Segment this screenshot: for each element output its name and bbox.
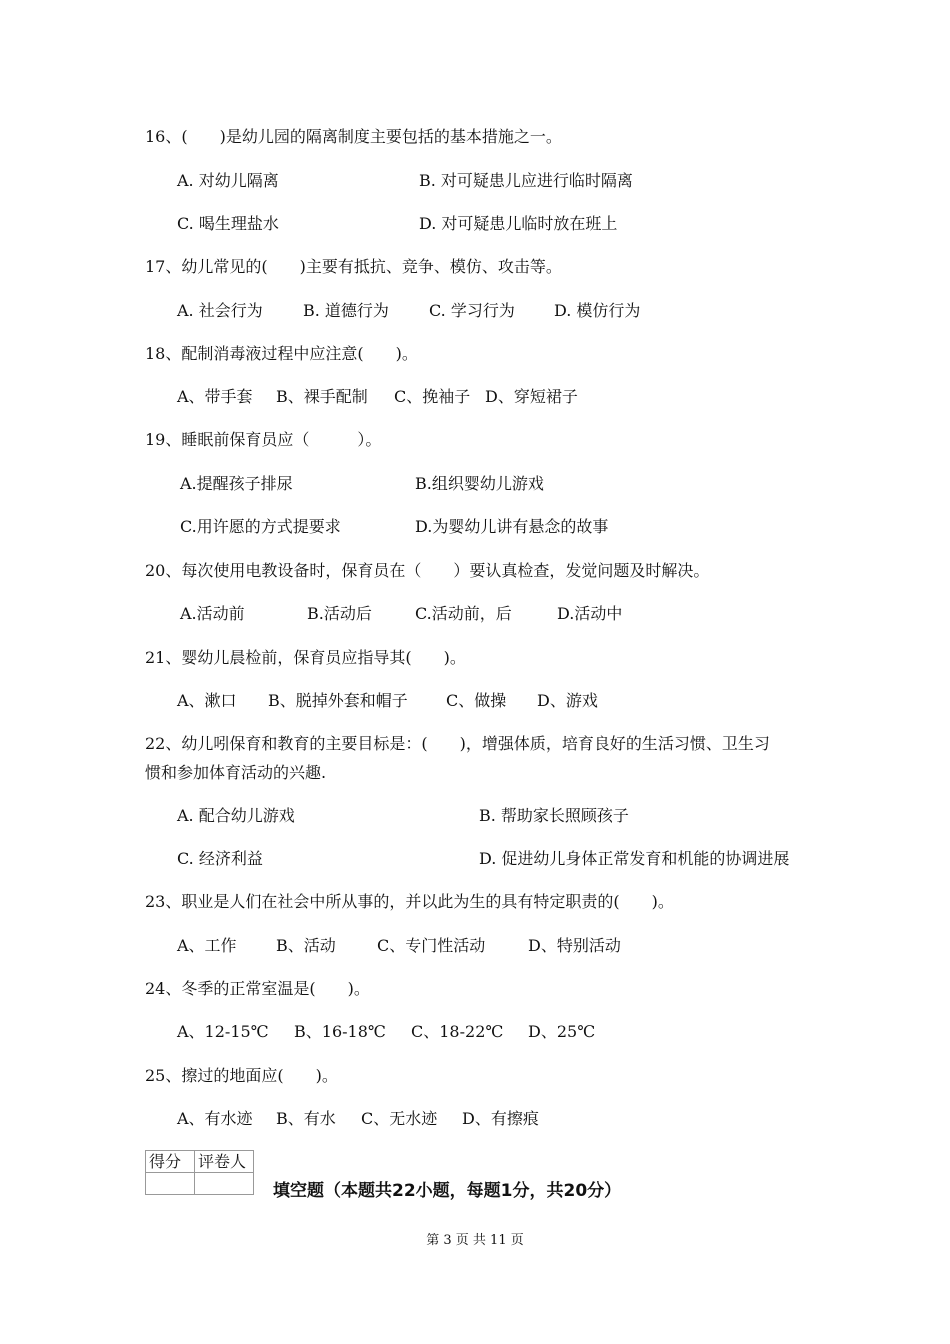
question-18-option-d: D、穿短裙子 — [485, 387, 578, 406]
question-23-stem: 23、职业是人们在社会中所从事的，并以此为生的具有特定职责的( )。 — [145, 892, 674, 911]
question-19-stem: 19、睡眠前保育员应（ ）。 — [145, 430, 382, 449]
question-24-option-b: B、16-18℃ — [294, 1022, 386, 1041]
question-23-option-d: D、特别活动 — [528, 936, 621, 955]
question-17-option-c: C. 学习行为 — [429, 301, 515, 320]
question-20-option-c: C.活动前，后 — [415, 604, 512, 623]
question-17-option-d: D. 模仿行为 — [554, 301, 641, 320]
section-title: 填空题（本题共22小题，每题1分，共20分） — [273, 1181, 622, 1201]
score-table — [145, 1150, 254, 1195]
question-20-option-a: A.活动前 — [180, 604, 245, 623]
page-footer: 第 3 页 共 11 页 — [426, 1233, 524, 1248]
question-21-option-d: D、游戏 — [537, 691, 598, 710]
question-18-option-c: C、挽袖子 — [394, 387, 471, 406]
question-18-option-a: A、带手套 — [177, 387, 253, 406]
question-19-option-c: C.用许愿的方式提要求 — [180, 517, 341, 536]
question-17-option-b: B. 道德行为 — [303, 301, 389, 320]
question-24-option-a: A、12-15℃ — [177, 1022, 269, 1041]
question-18-option-b: B、裸手配制 — [276, 387, 368, 406]
score-header: 得分 — [146, 1151, 195, 1173]
question-25-option-c: C、无水迹 — [361, 1109, 438, 1128]
question-20-option-d: D.活动中 — [557, 604, 623, 623]
question-20-stem: 20、每次使用电教设备时，保育员在（ ）要认真检查，发觉问题及时解决。 — [145, 561, 710, 580]
question-25-stem: 25、擦过的地面应( )。 — [145, 1066, 338, 1085]
question-21-stem: 21、婴幼儿晨检前，保育员应指导其( )。 — [145, 648, 466, 667]
question-25-option-d: D、有擦痕 — [462, 1109, 539, 1128]
question-22-stem-continued: 惯和参加体育活动的兴趣. — [145, 763, 327, 782]
question-25-option-b: B、有水 — [276, 1109, 336, 1128]
question-21-option-a: A、漱口 — [177, 691, 237, 710]
question-18-stem: 18、配制消毒液过程中应注意( )。 — [145, 344, 418, 363]
question-17-stem: 17、幼儿常见的( )主要有抵抗、竞争、模仿、攻击等。 — [145, 257, 562, 276]
question-22-option-a: A. 配合幼儿游戏 — [177, 806, 295, 825]
question-23-option-a: A、工作 — [177, 936, 237, 955]
question-22-stem: 22、幼儿吲保育和教育的主要目标是：( )，增强体质，培育良好的生活习惯、卫生习 — [145, 734, 770, 753]
question-21-option-c: C、做操 — [446, 691, 507, 710]
question-17-option-a: A. 社会行为 — [177, 301, 263, 320]
question-16-option-b: B. 对可疑患儿应进行临时隔离 — [419, 171, 633, 190]
question-22-option-c: C. 经济利益 — [177, 849, 263, 868]
score-cell — [146, 1173, 195, 1195]
grader-cell — [195, 1173, 254, 1195]
grader-header: 评卷人 — [195, 1151, 254, 1173]
question-16-option-a: A. 对幼儿隔离 — [177, 171, 279, 190]
question-23-option-b: B、活动 — [276, 936, 336, 955]
question-20-option-b: B.活动后 — [307, 604, 372, 623]
question-24-stem: 24、冬季的正常室温是( )。 — [145, 979, 370, 998]
question-25-option-a: A、有水迹 — [177, 1109, 253, 1128]
question-16-stem: 16、( )是幼儿园的隔离制度主要包括的基本措施之一。 — [145, 127, 562, 146]
question-16-option-c: C. 喝生理盐水 — [177, 214, 279, 233]
question-19-option-b: B.组织婴幼儿游戏 — [415, 474, 544, 493]
question-21-option-b: B、脱掉外套和帽子 — [268, 691, 408, 710]
question-19-option-a: A.提醒孩子排尿 — [180, 474, 293, 493]
question-24-option-d: D、25℃ — [528, 1022, 596, 1041]
question-23-option-c: C、专门性活动 — [377, 936, 486, 955]
question-22-option-d: D. 促进幼儿身体正常发育和机能的协调进展 — [479, 849, 790, 868]
question-19-option-d: D.为婴幼儿讲有悬念的故事 — [415, 517, 609, 536]
question-22-option-b: B. 帮助家长照顾孩子 — [479, 806, 629, 825]
question-24-option-c: C、18-22℃ — [411, 1022, 504, 1041]
question-16-option-d: D. 对可疑患儿临时放在班上 — [419, 214, 618, 233]
